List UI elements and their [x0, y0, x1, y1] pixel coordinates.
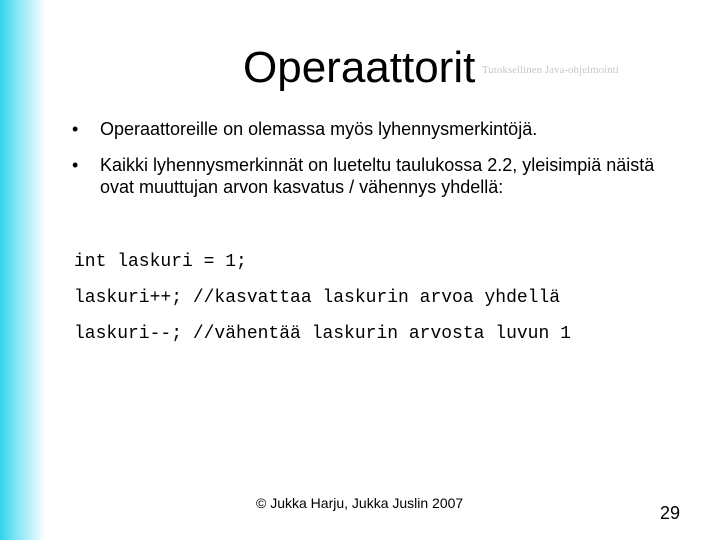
- code-line: laskuri--; //vähentää laskurin arvosta luvun 1: [74, 324, 571, 344]
- bullet-list: [72, 118, 692, 212]
- bullet-marker: •: [72, 155, 79, 175]
- bullet-text: Kaikki lyhennysmerkinnät on lueteltu taulukossa 2.2, yleisimpiä näistä ovat muuttujan arvon kasvatus / vähennys yhdellä:: [100, 155, 655, 197]
- bullet-marker: •: [72, 119, 79, 139]
- bullet-item: [72, 118, 692, 140]
- bullet-text: Operaattoreille on olemassa myös lyhennysmerkintöjä.: [100, 119, 538, 139]
- bullet-item: [72, 154, 692, 198]
- code-block: [74, 248, 571, 356]
- code-line: int laskuri = 1;: [74, 252, 247, 272]
- code-line: laskuri++; //kasvattaa laskurin arvoa yhdellä: [74, 288, 561, 308]
- slide-subtitle: Tutoksellinen Java-ohjelmointi: [482, 64, 619, 76]
- decorative-side-band: [0, 0, 46, 540]
- copyright-footer: © Jukka Harju, Jukka Juslin 2007: [256, 495, 464, 511]
- page-number: 29: [660, 503, 681, 523]
- slide-title: Operaattorit: [243, 43, 476, 92]
